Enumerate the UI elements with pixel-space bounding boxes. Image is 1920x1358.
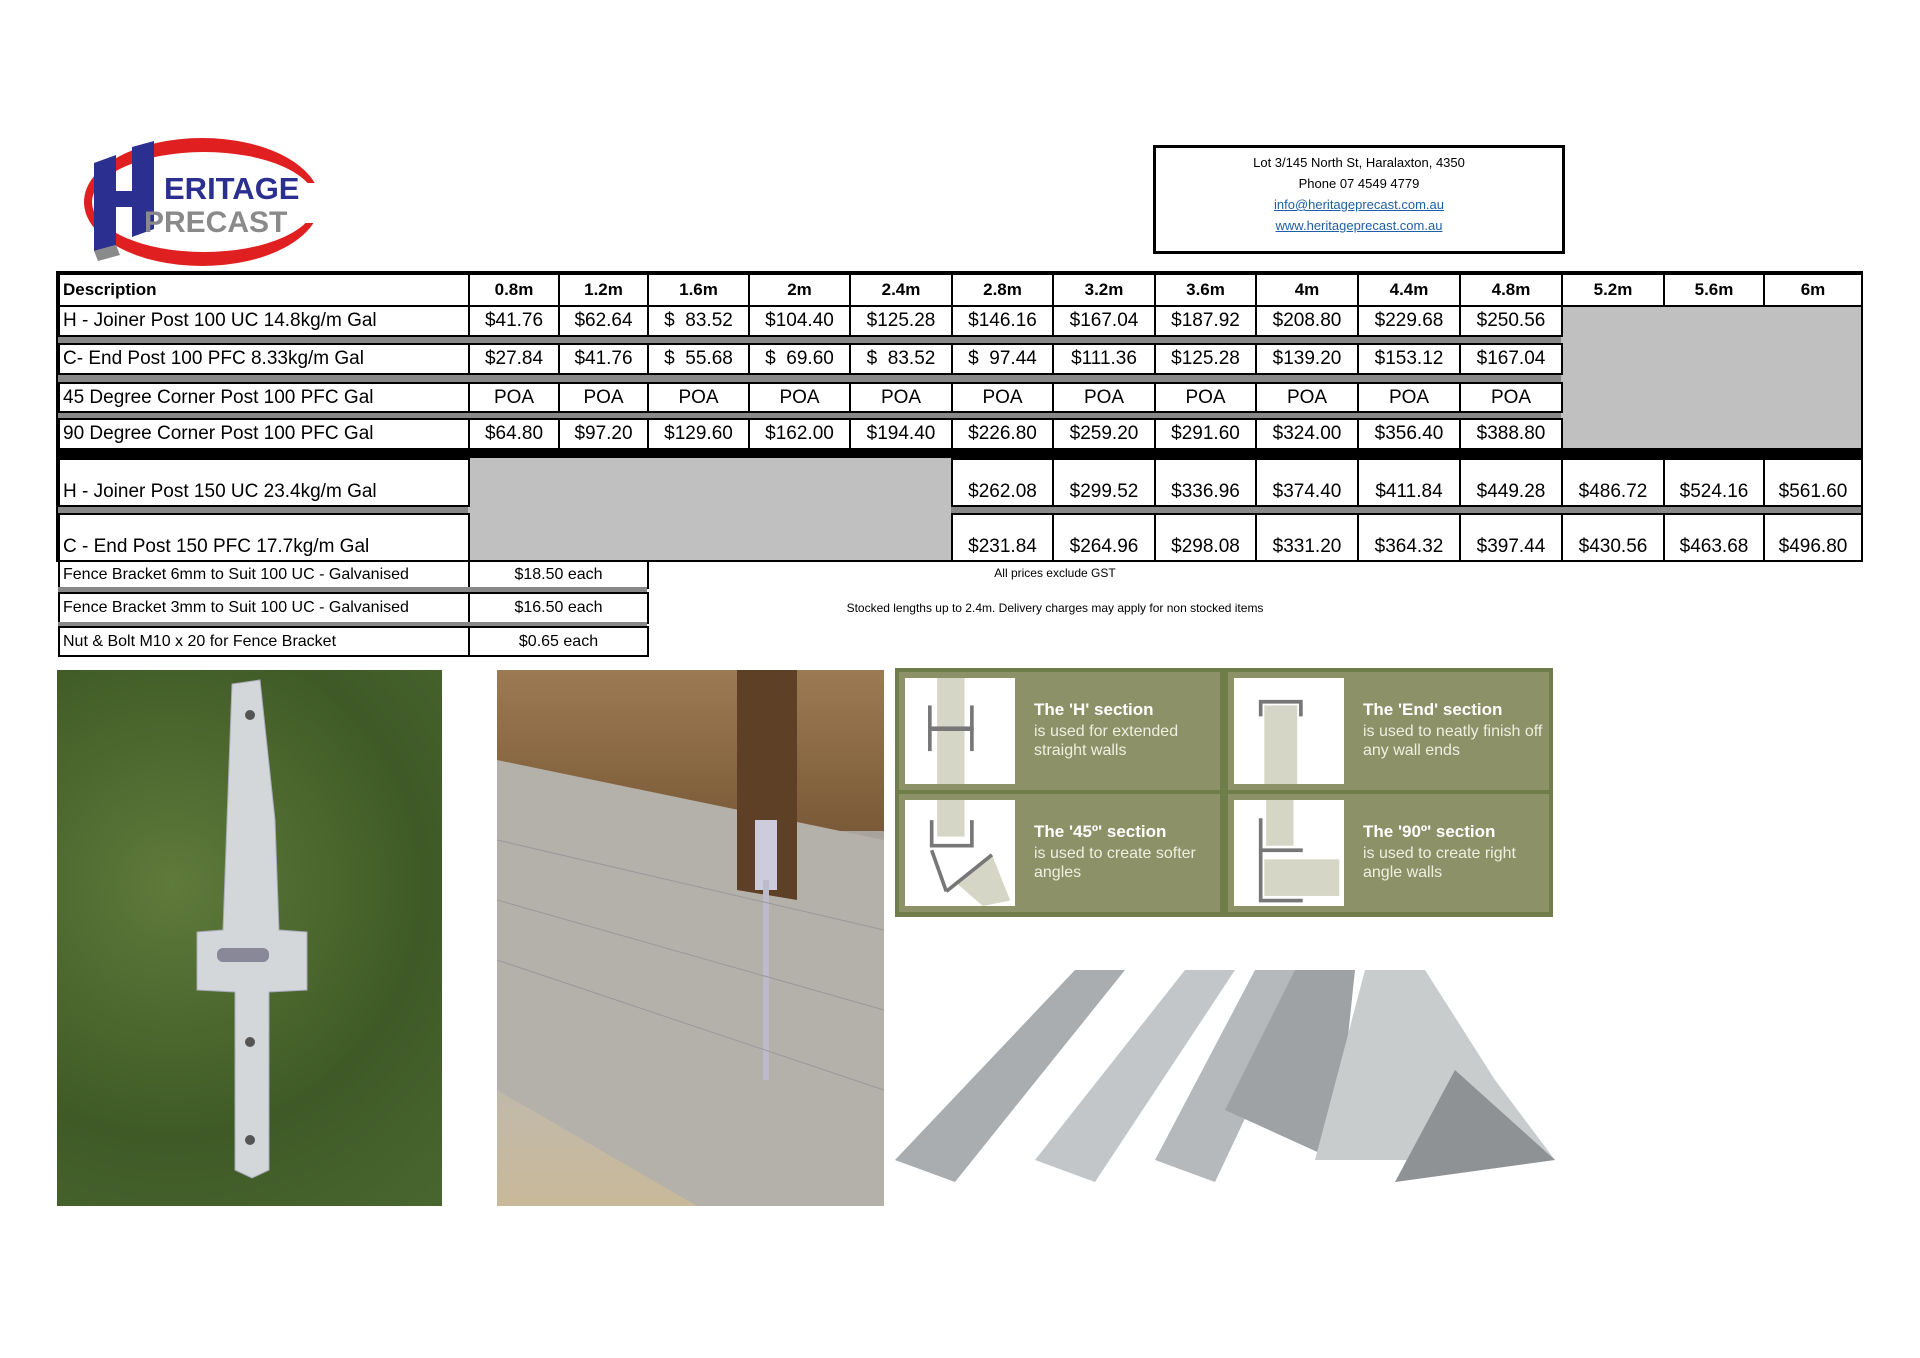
- header-length-4.4m: 4.4m: [1357, 273, 1461, 307]
- email-link[interactable]: info@heritageprecast.com.au: [1273, 197, 1444, 212]
- gst-note: All prices exclude GST: [994, 566, 1116, 580]
- section-title: The 'End' section: [1363, 700, 1503, 719]
- price-cell: $125.28: [849, 305, 953, 337]
- accessory-description: Fence Bracket 3mm to Suit 100 UC - Galvanised: [58, 592, 470, 624]
- price-cell: $27.84: [468, 343, 560, 375]
- price-cell: $129.60: [647, 418, 750, 450]
- price-cell: $336.96: [1154, 458, 1257, 507]
- accessory-price: $16.50 each: [468, 592, 649, 624]
- price-cell: POA: [558, 382, 649, 413]
- section-diagram-icon: [905, 800, 1015, 906]
- row-description: H - Joiner Post 150 UC 23.4kg/m Gal: [58, 458, 470, 507]
- row-description: C - End Post 150 PFC 17.7kg/m Gal: [58, 513, 470, 562]
- section-diagram-icon: [905, 678, 1015, 784]
- row-description: 90 Degree Corner Post 100 PFC Gal: [58, 418, 470, 450]
- header-length-4m: 4m: [1255, 273, 1359, 307]
- steel-posts-photo: [895, 960, 1557, 1182]
- price-cell: $187.92: [1154, 305, 1257, 337]
- price-cell: $153.12: [1357, 343, 1461, 375]
- price-cell: $ 83.52: [647, 305, 750, 337]
- price-cell: POA: [1154, 382, 1257, 413]
- price-cell: $524.16: [1663, 458, 1765, 507]
- price-cell: $41.76: [468, 305, 560, 337]
- section-diagram-icon: [1234, 800, 1344, 906]
- row-description: 45 Degree Corner Post 100 PFC Gal: [58, 382, 470, 413]
- header-length-1.2m: 1.2m: [558, 273, 649, 307]
- accessory-description: Fence Bracket 6mm to Suit 100 UC - Galvanised: [58, 560, 470, 589]
- price-cell: $162.00: [748, 418, 851, 450]
- price-cell: POA: [647, 382, 750, 413]
- price-cell: $97.20: [558, 418, 649, 450]
- unavailable-block: [1561, 305, 1861, 448]
- price-cell: POA: [1357, 382, 1461, 413]
- price-cell: $62.64: [558, 305, 649, 337]
- accessory-description: Nut & Bolt M10 x 20 for Fence Bracket: [58, 626, 470, 657]
- price-cell: $ 97.44: [951, 343, 1054, 375]
- price-cell: POA: [1459, 382, 1563, 413]
- price-cell: $397.44: [1459, 513, 1563, 562]
- price-cell: POA: [849, 382, 953, 413]
- price-cell: $331.20: [1255, 513, 1359, 562]
- price-cell: $449.28: [1459, 458, 1563, 507]
- section-panel: [1228, 672, 1549, 790]
- header-length-5.2m: 5.2m: [1561, 273, 1665, 307]
- price-cell: $ 55.68: [647, 343, 750, 375]
- price-cell: $64.80: [468, 418, 560, 450]
- svg-text:PRECAST: PRECAST: [144, 206, 288, 239]
- section-title: The '90º' section: [1363, 822, 1496, 841]
- price-cell: $194.40: [849, 418, 953, 450]
- heritage-precast-logo: [80, 133, 324, 271]
- price-cell: POA: [1052, 382, 1156, 413]
- header-length-4.8m: 4.8m: [1459, 273, 1563, 307]
- price-cell: $291.60: [1154, 418, 1257, 450]
- header-length-5.6m: 5.6m: [1663, 273, 1765, 307]
- unavailable-block: [468, 458, 951, 560]
- price-cell: $299.52: [1052, 458, 1156, 507]
- header-length-2.8m: 2.8m: [951, 273, 1054, 307]
- row-description: H - Joiner Post 100 UC 14.8kg/m Gal: [58, 305, 470, 337]
- price-cell: $298.08: [1154, 513, 1257, 562]
- price-cell: $167.04: [1459, 343, 1563, 375]
- price-cell: $496.80: [1763, 513, 1863, 562]
- price-cell: POA: [951, 382, 1054, 413]
- price-cell: $430.56: [1561, 513, 1665, 562]
- price-cell: $561.60: [1763, 458, 1863, 507]
- section-panel: [1228, 794, 1549, 912]
- price-cell: $374.40: [1255, 458, 1359, 507]
- price-cell: $259.20: [1052, 418, 1156, 450]
- header-length-3.2m: 3.2m: [1052, 273, 1156, 307]
- post-sections-diagram: [895, 668, 1553, 917]
- price-cell: $41.76: [558, 343, 649, 375]
- price-cell: $231.84: [951, 513, 1054, 562]
- header-length-6m: 6m: [1763, 273, 1863, 307]
- section-panel: [899, 672, 1220, 790]
- price-cell: $125.28: [1154, 343, 1257, 375]
- price-cell: $411.84: [1357, 458, 1461, 507]
- address: Lot 3/145 North St, Haralaxton, 4350: [1253, 155, 1465, 170]
- price-cell: POA: [748, 382, 851, 413]
- price-cell: $111.36: [1052, 343, 1156, 375]
- price-cell: $ 83.52: [849, 343, 953, 375]
- section-description: is used to neatly finish off any wall ends: [1363, 723, 1543, 759]
- section-description: is used for extended straight walls: [1034, 723, 1179, 759]
- price-cell: $250.56: [1459, 305, 1563, 337]
- price-cell: $463.68: [1663, 513, 1765, 562]
- header-description: Description: [58, 273, 470, 307]
- phone: Phone 07 4549 4779: [1298, 176, 1420, 191]
- price-cell: $486.72: [1561, 458, 1665, 507]
- price-cell: $324.00: [1255, 418, 1359, 450]
- price-cell: $208.80: [1255, 305, 1359, 337]
- price-cell: POA: [1255, 382, 1359, 413]
- price-cell: $388.80: [1459, 418, 1563, 450]
- price-cell: POA: [468, 382, 560, 413]
- price-cell: $167.04: [1052, 305, 1156, 337]
- website-link[interactable]: www.heritageprecast.com.au: [1275, 218, 1443, 233]
- svg-text:ERITAGE: ERITAGE: [164, 171, 300, 206]
- header-length-1.6m: 1.6m: [647, 273, 750, 307]
- contact-box: [1153, 145, 1565, 254]
- price-cell: $226.80: [951, 418, 1054, 450]
- header-length-2m: 2m: [748, 273, 851, 307]
- accessory-price: $18.50 each: [468, 560, 649, 589]
- price-cell: $139.20: [1255, 343, 1359, 375]
- header-length-3.6m: 3.6m: [1154, 273, 1257, 307]
- price-cell: $146.16: [951, 305, 1054, 337]
- price-cell: $264.96: [1052, 513, 1156, 562]
- header-length-2.4m: 2.4m: [849, 273, 953, 307]
- price-cell: $229.68: [1357, 305, 1461, 337]
- header-length-0.8m: 0.8m: [468, 273, 560, 307]
- section-description: is used to create right angle walls: [1363, 845, 1516, 881]
- price-cell: $356.40: [1357, 418, 1461, 450]
- section-diagram-icon: [1234, 678, 1344, 784]
- price-cell: $104.40: [748, 305, 851, 337]
- accessory-price: $0.65 each: [468, 626, 649, 657]
- section-title: The 'H' section: [1034, 700, 1154, 719]
- section-description: is used to create softer angles: [1034, 845, 1196, 881]
- fence-installation-photo: [497, 670, 884, 1206]
- price-cell: $262.08: [951, 458, 1054, 507]
- fence-bracket-photo: [57, 670, 442, 1206]
- section-panel: [899, 794, 1220, 912]
- row-description: C- End Post 100 PFC 8.33kg/m Gal: [58, 343, 470, 375]
- price-cell: $364.32: [1357, 513, 1461, 562]
- price-cell: $ 69.60: [748, 343, 851, 375]
- section-title: The '45º' section: [1034, 822, 1167, 841]
- stock-note: Stocked lengths up to 2.4m. Delivery charges may apply for non stocked items: [846, 601, 1264, 615]
